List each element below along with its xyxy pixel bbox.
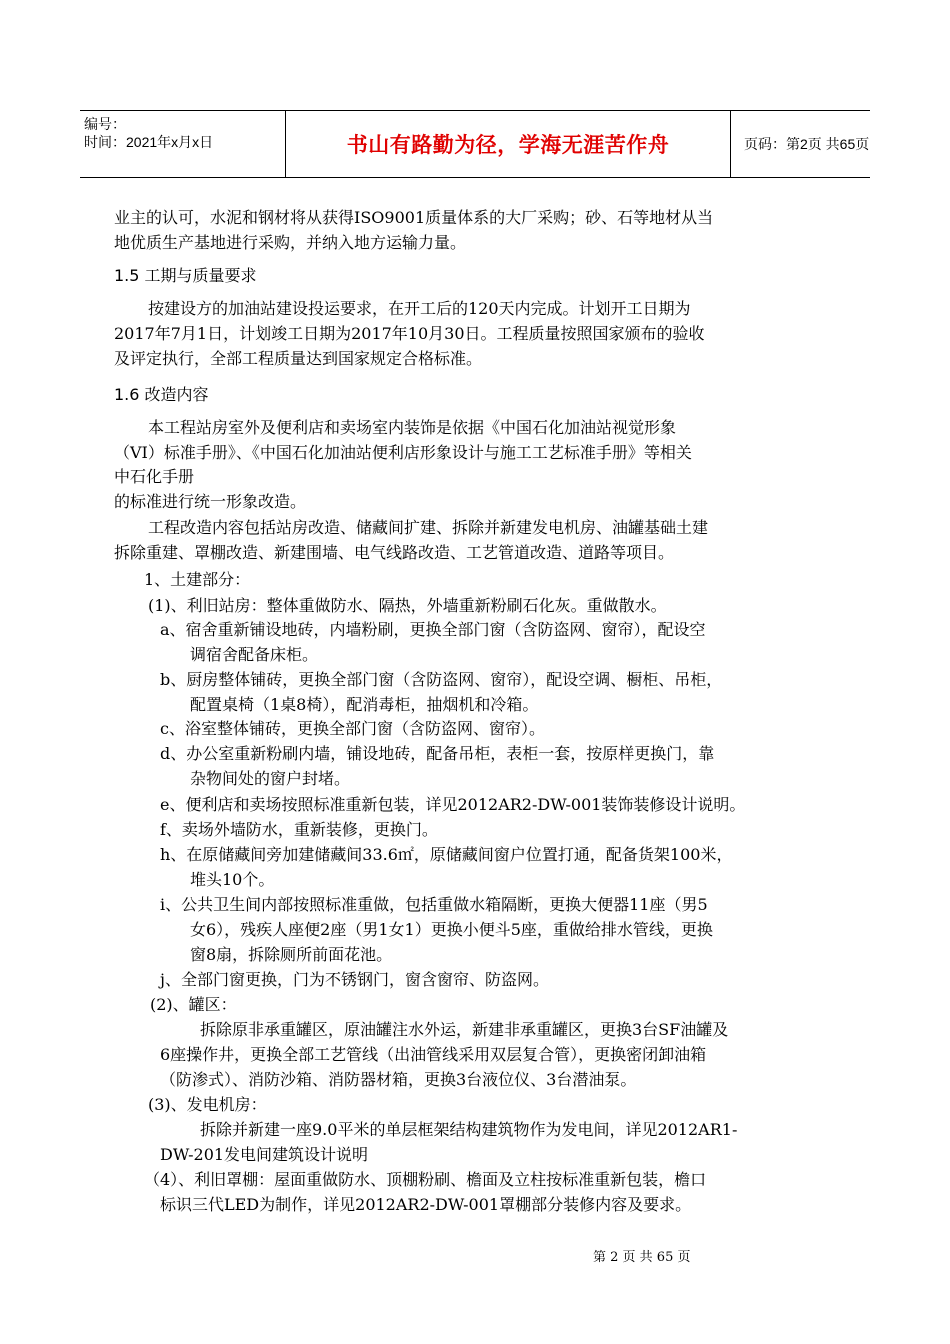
list-item: 标识三代LED为制作，详见2012AR2-DW-001罩棚部分装修内容及要求。 xyxy=(160,1195,692,1214)
body-line: 中石化手册 xyxy=(114,467,195,486)
body-line: 本工程站房室外及便利店和卖场室内装饰是依据《中国石化加油站视觉形象 xyxy=(148,418,677,437)
list-item: d、办公室重新粉刷内墙，铺设地砖，配备吊柜，表柜一套，按原样更换门，靠 xyxy=(160,744,715,763)
list-item: 拆除原非承重罐区，原油罐注水外运，新建非承重罐区，更换3台SF油罐及 xyxy=(200,1020,729,1039)
body-line: （VI）标准手册》、《中国石化加油站便利店形象设计与施工工艺标准手册》等相关 xyxy=(114,443,692,462)
list-item: 女6），残疾人座便2座（男1女1）更换小便斗5座，重做给排水管线，更换 xyxy=(190,920,713,939)
body-line: 拆除重建、罩棚改造、新建围墙、电气线路改造、工艺管道改造、道路等项目。 xyxy=(114,543,675,562)
doc-number-label: 编号： xyxy=(84,116,126,132)
list-item: （防渗式）、消防沙箱、消防器材箱，更换3台液位仪、3台潜油泵。 xyxy=(160,1070,637,1089)
list-heading: 1、土建部分： xyxy=(144,570,251,589)
list-item: (2)、罐区： xyxy=(150,995,237,1014)
list-item: h、在原储藏间旁加建储藏间33.6㎡，原储藏间窗户位置打通，配备货架100米， xyxy=(160,845,733,864)
header-page-info: 页码：第2页 共65页 xyxy=(744,136,870,152)
list-item: 6座操作井，更换全部工艺管线（出油管线采用双层复合管），更换密闭卸油箱 xyxy=(160,1045,707,1064)
page-footer: 第 2 页 共 65 页 xyxy=(593,1250,691,1265)
list-item: f、卖场外墙防水，重新装修，更换门。 xyxy=(160,820,438,839)
header-meta-cell xyxy=(80,111,285,177)
body-line: 工程改造内容包括站房改造、储藏间扩建、拆除并新建发电机房、油罐基础土建 xyxy=(148,518,709,537)
body-line: 的标准进行统一形象改造。 xyxy=(114,492,307,511)
list-item: a、宿舍重新铺设地砖，内墙粉刷，更换全部门窗（含防盗网、窗帘），配设空 xyxy=(160,620,706,639)
list-item: (3)、发电机房： xyxy=(148,1095,267,1114)
list-item: e、便利店和卖场按照标准重新包装，详见2012AR2-DW-001装饰装修设计说明。 xyxy=(160,795,746,814)
section-heading: 1.6 改造内容 xyxy=(114,385,209,404)
list-item: 拆除并新建一座9.0平米的单层框架结构建筑物作为发电间，详见2012AR1- xyxy=(200,1120,738,1139)
list-item: 杂物间处的窗户封堵。 xyxy=(190,769,351,788)
doc-time-label: 时间：2021年x月x日 xyxy=(84,134,214,150)
list-item: j、全部门窗更换，门为不锈钢门，窗含窗帘、防盗网。 xyxy=(160,970,549,989)
list-item: 堆头10个。 xyxy=(190,870,275,889)
list-item: (1)、利旧站房：整体重做防水、隔热，外墙重新粉刷石化灰。重做散水。 xyxy=(148,596,667,615)
body-line: 业主的认可，水泥和钢材将从获得ISO9001质量体系的大厂采购；砂、石等地材从当 xyxy=(114,208,714,227)
list-item: （4）、利旧罩棚：屋面重做防水、顶棚粉刷、檐面及立柱按标准重新包装，檐口 xyxy=(144,1170,707,1189)
list-item: 配置桌椅（1桌8椅），配消毒柜，抽烟机和冷箱。 xyxy=(190,695,539,714)
list-item: 窗8扇，拆除厕所前面花池。 xyxy=(190,945,393,964)
list-item: 调宿舍配备床柜。 xyxy=(190,645,319,664)
header-table xyxy=(80,110,870,178)
section-heading: 1.5 工期与质量要求 xyxy=(114,266,257,285)
list-item: b、厨房整体铺砖，更换全部门窗（含防盗网、窗帘），配设空调、橱柜、吊柜， xyxy=(160,670,723,689)
list-item: c、浴室整体铺砖，更换全部门窗（含防盗网、窗帘）。 xyxy=(160,719,545,738)
list-item: i、公共卫生间内部按照标准重做，包括重做水箱隔断，更换大便器11座（男5 xyxy=(160,895,708,914)
body-line: 按建设方的加油站建设投运要求，在开工后的120天内完成。计划开工日期为 xyxy=(148,299,691,318)
body-line: 及评定执行，全部工程质量达到国家规定合格标准。 xyxy=(114,349,483,368)
header-motto: 书山有路勤为径，学海无涯苦作舟 xyxy=(346,133,670,157)
list-item: DW-201发电间建筑设计说明 xyxy=(160,1145,369,1164)
body-line: 2017年7月1日，计划竣工日期为2017年10月30日。工程质量按照国家颁布的验收 xyxy=(114,324,705,343)
body-line: 地优质生产基地进行采购，并纳入地方运输力量。 xyxy=(114,233,467,252)
